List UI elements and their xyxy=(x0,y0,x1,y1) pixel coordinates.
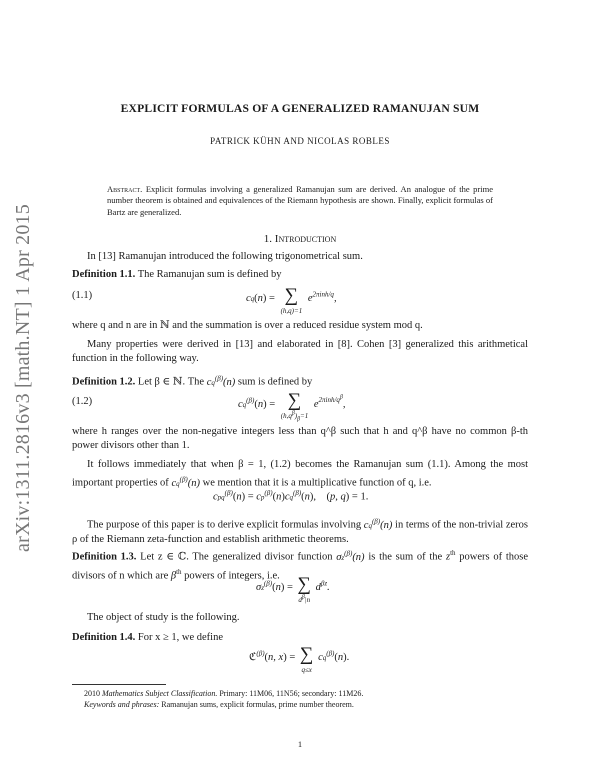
definition-text: powers of integers, i.e. xyxy=(184,570,280,581)
definition-text: Let z ∈ ℂ. The generalized divisor function xyxy=(140,551,333,563)
definition-text: For x ≥ 1, we define xyxy=(137,632,223,643)
definition-text: powers of those divisors of n which are xyxy=(72,551,528,581)
paragraph-properties: Many properties were derived in [13] and elaborated in [8]. Cohen [3] generalized this arithmetical function in the following way. xyxy=(72,339,528,364)
footnote-text: 2010 xyxy=(84,689,100,698)
multiplicative-equation: $cpq^{(\beta)}(n) = cp^{(\beta)}(n)cq^{(\beta)}(n)$, (p, q) = 1. xyxy=(213,489,369,503)
paragraph-after-1-2: where h ranges over the non-negative integers less than q^β such that h and q^β have no common β-th power divisors other than 1. xyxy=(72,426,528,451)
equation-number-1-1: (1.1) xyxy=(72,290,93,301)
definition-label: Definition 1.4. xyxy=(72,632,136,643)
equation-1-1: cq(n) = ∑ (h,q)=1 $e^{2\pi inh/q}$, xyxy=(246,285,337,315)
definition-1-2: Definition 1.2. Let β ∈ ℕ. The $cq^{(\beta)}(n)$ sum is defined by xyxy=(72,374,313,388)
paragraph-text: in terms of the non-trivial zeros ρ of the Riemann zeta-function and establish arithmetic theorems. xyxy=(72,519,529,545)
arxiv-identifier: arXiv:1311.2816v3 [math.NT] 1 Apr 2015 xyxy=(12,204,34,552)
abstract-label: Abstract. xyxy=(107,184,143,194)
equation-number-1-2: (1.2) xyxy=(72,396,93,407)
definition-label: Definition 1.1. xyxy=(72,269,136,280)
paragraph-text: The purpose of this paper is to derive explicit formulas involving xyxy=(87,519,362,531)
footnote-msc xyxy=(72,688,528,699)
footnote-text: Ramanujan sums, explicit formulas, prime number theorem. xyxy=(161,700,354,709)
intro-paragraph: In [13] Ramanujan introduced the following trigonometrical sum. xyxy=(87,251,363,262)
divisor-equation: $\sigma z^{(\beta)}(n)$ = ∑ $d^\beta|n$ $d^{\beta z}$. xyxy=(256,574,330,604)
definition-label: Definition 1.2. xyxy=(72,376,136,388)
footnote-text: Keywords and phrases: xyxy=(84,700,160,709)
section-number: 1. xyxy=(263,233,273,245)
abstract-text: Explicit formulas involving a generalized Ramanujan sum are derived. An analogue of the prime number theorem is obtained and equivalences of the Riemann hypothesis are shown. Finally, explicit formulas of Bartz are generalized. xyxy=(107,184,493,217)
paragraph-after-1-1: where q and n are in ℕ and the summation is over a reduced residue system mod q. xyxy=(72,320,423,331)
paragraph-text: It follows immediately that when β = 1, (1.2) becomes the Ramanujan sum (1.1). Among the most important properties of xyxy=(72,459,528,489)
definition-text: sum is defined by xyxy=(237,376,313,388)
paragraph-purpose: The purpose of this paper is to derive explicit formulas involving $cq^{(\beta)}(n)$ in terms of the non-trivial zeros ρ of the Riemann zeta-function and establish arithmetic theorems. xyxy=(72,517,529,545)
footnote-rule xyxy=(72,684,166,685)
abstract xyxy=(107,184,493,218)
footnote-text: Primary: 11M06, 11N56; secondary: 11M26. xyxy=(219,689,364,698)
definition-equation-1-4: ℭ$^{(\beta)}$(n, x) = ∑ q≤x $cq^{(\beta)}(n)$. xyxy=(249,644,350,674)
definition-1-3: Definition 1.3. Let z ∈ ℂ. The generalized divisor function $\sigma z^{(\beta)}(n)$ is the sum of the $z^{th}$ powers of those divisors of n which are $\beta^{th}$ powers of integers, i.e. xyxy=(72,549,528,581)
footnote-keywords xyxy=(72,699,528,710)
definition-1-1 xyxy=(72,268,528,282)
paper-title: EXPLICIT FORMULAS OF A GENERALIZED RAMANUJAN SUM xyxy=(120,102,480,115)
section-heading xyxy=(0,233,600,245)
definition-text: is the sum of the xyxy=(368,551,443,563)
equation-1-2: $cq^{(\beta)}(n)$ = ∑ $(h,q^\beta)_\beta=1$ $e^{2\pi inh/q^\beta}$, xyxy=(238,390,346,423)
section-title: Introduction xyxy=(274,233,337,245)
paper-authors: PATRICK KÜHN AND NICOLAS ROBLES xyxy=(210,136,390,146)
definition-label: Definition 1.3. xyxy=(72,551,137,563)
paragraph-follows: It follows immediately that when β = 1, (1.2) becomes the Ramanujan sum (1.1). Among the most important properties of $cq^{(\beta)}(n)$ we mention that it is a multiplicative function of q, i.e. xyxy=(72,459,528,489)
paragraph-text: we mention that it is a multiplicative function of q, i.e. xyxy=(202,477,432,489)
definition-text: Let β ∈ ℕ. The xyxy=(137,376,205,388)
definition-text: The Ramanujan sum is defined by xyxy=(137,269,282,280)
footnote-text: Mathematics Subject Classification. xyxy=(102,689,218,698)
page-number: 1 xyxy=(297,739,303,749)
definition-1-4 xyxy=(72,631,528,645)
paragraph-object: The object of study is the following. xyxy=(87,612,240,623)
